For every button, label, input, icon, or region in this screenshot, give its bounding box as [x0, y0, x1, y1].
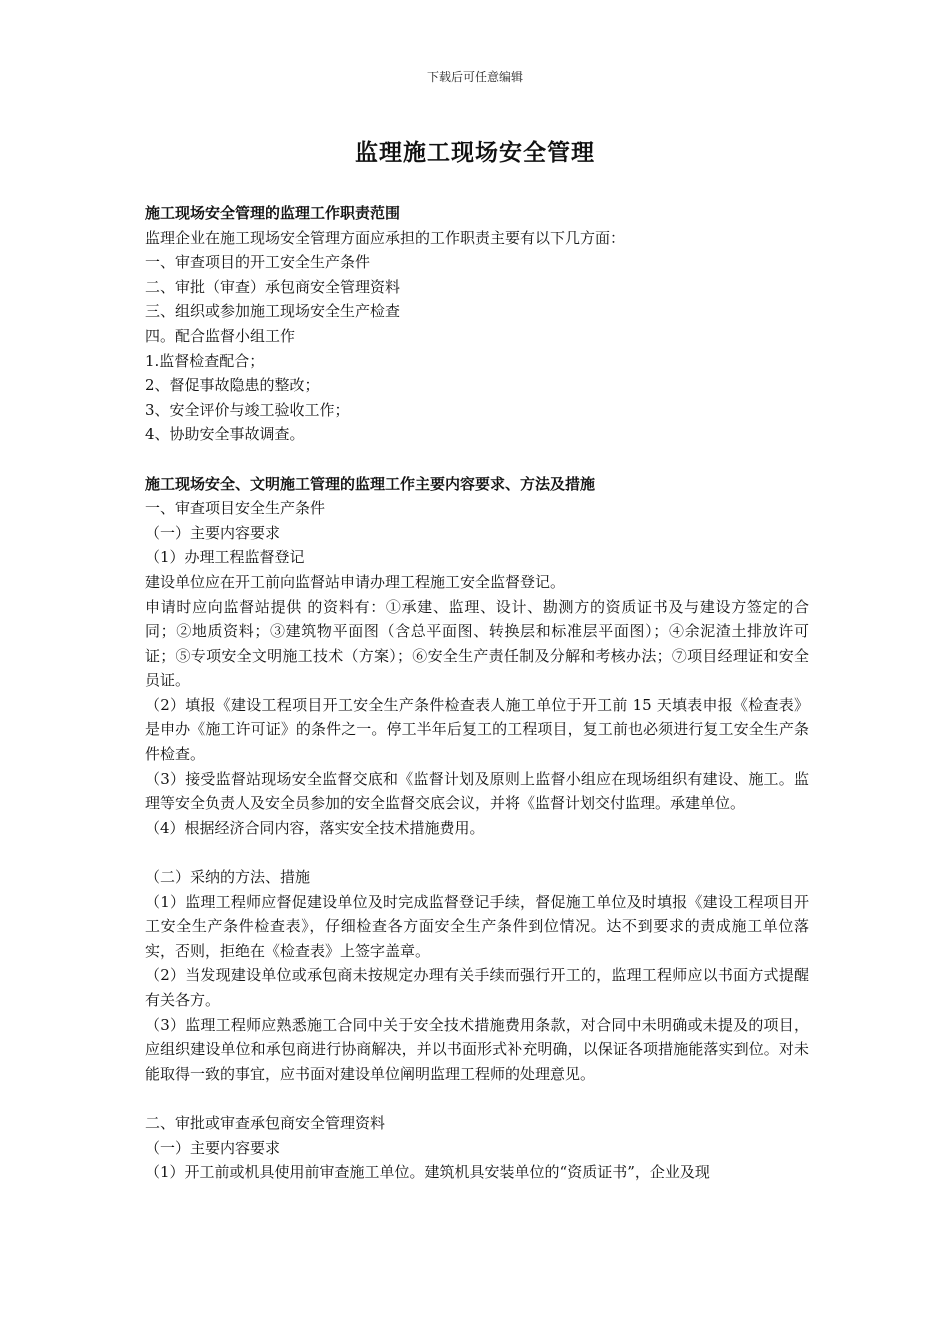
- section-heading: 施工现场安全管理的监理工作职责范围: [145, 204, 401, 222]
- text-line: 1.监督检查配合；: [145, 351, 265, 370]
- text-line: （二）采纳的方法、措施: [145, 868, 311, 887]
- text-line: （一）主要内容要求: [145, 523, 281, 542]
- text-line: 三、组织或参加施工现场安全生产检查: [145, 302, 401, 321]
- document-body: [145, 201, 809, 1185]
- spacer: [145, 447, 809, 472]
- document-title: 监理施工现场安全管理: [355, 139, 595, 166]
- text-line: （一）主要内容要求: [145, 1138, 281, 1157]
- paragraph: （3）接受监督站现场安全监督交底和《监督计划及原则上监督小组应在现场组织有建设、施工。监理等安全负责人及安全员参加的安全监督交底会议，并将《监督计划交付监理。承建单位。: [145, 769, 809, 813]
- paragraph: 申请时应向监督站提供 的资料有：①承建、监理、设计、勘测方的资质证书及与建设方签定的合同；②地质资料；③建筑物平面图（含总平面图、转换层和标准层平面图）；④余泥渣土排放许可证；⑤专项安全文明施工技术（方案）；⑥安全生产责任制及分解和考核办法；⑦项目经理证和安全员证。: [145, 597, 809, 690]
- text-line: 4、协助安全事故调查。: [145, 425, 305, 444]
- text-line: （1）办理工程监督登记: [145, 548, 305, 567]
- text-line: 2、督促事故隐患的整改；: [145, 376, 320, 395]
- text-line: 二、审批（审查）承包商安全管理资料: [145, 277, 401, 296]
- text-line: 二、审批或审查承包商安全管理资料: [145, 1113, 386, 1132]
- header-note: 下载后可任意编辑: [426, 70, 523, 84]
- paragraph: （1）监理工程师应督促建设单位及时完成监督登记手续，督促施工单位及时填报《建设工程项目开工安全生产条件检查表》，仔细检查各方面安全生产条件到位情况。达不到要求的责成施工单位落实，否则，拒绝在《检查表》上签字盖章。: [145, 892, 809, 960]
- text-line: （4）根据经济合同内容，落实安全技术措施费用。: [145, 818, 485, 837]
- spacer: [145, 1086, 809, 1111]
- text-line: 监理企业在施工现场安全管理方面应承担的工作职责主要有以下几方面：: [145, 228, 626, 247]
- paragraph: （2）填报《建设工程项目开工安全生产条件检查表人施工单位于开工前 15 天填表申报《检查表》是申办《施工许可证》的条件之一。停工半年后复工的工程项目，复工前也必须进行复工安全生产条件检查。: [145, 695, 809, 764]
- paragraph: （2）当发现建设单位或承包商未按规定办理有关手续而强行开工的，监理工程师应以书面方式提醒有关各方。: [145, 966, 809, 1009]
- text-line: 建设单位应在开工前向监督站申请办理工程施工安全监督登记。: [145, 572, 566, 591]
- text-line: 一、审查项目安全生产条件: [145, 499, 326, 518]
- text-line: （1）开工前或机具使用前审查施工单位。建筑机具安装单位的“资质证书”，企业及现: [145, 1163, 710, 1182]
- section-heading: 施工现场安全、文明施工管理的监理工作主要内容要求、方法及措施: [145, 474, 596, 493]
- text-line: 3、安全评价与竣工验收工作；: [145, 400, 350, 419]
- spacer: [145, 840, 809, 865]
- text-line: 四。配合监督小组工作: [145, 326, 296, 345]
- text-line: 一、审查项目的开工安全生产条件: [145, 253, 371, 272]
- paragraph: （3）监理工程师应熟悉施工合同中关于安全技术措施费用条款，对合同中未明确或未提及的项目，应组织建设单位和承包商进行协商解决，并以书面形式补充明确，以保证各项措施能落实到位。对未能取得一致的事宜，应书面对建设单位阐明监理工程师的处理意见。: [145, 1015, 809, 1083]
